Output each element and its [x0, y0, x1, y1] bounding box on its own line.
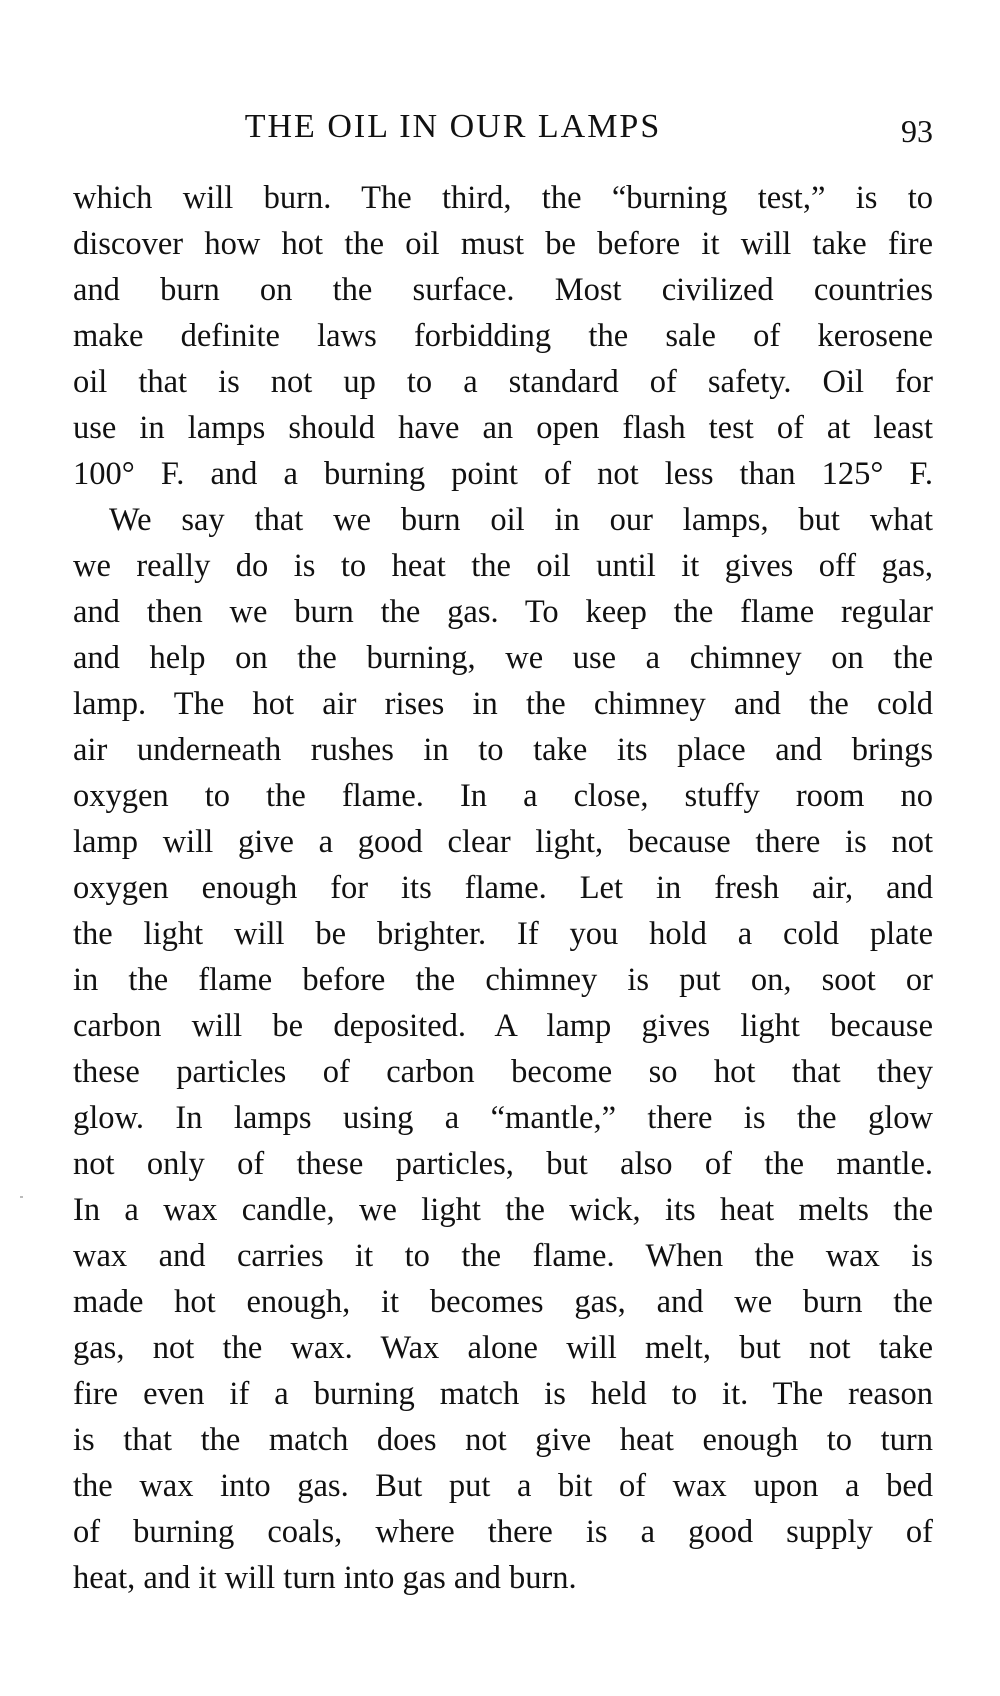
text-line: wax and carries it to the flame. When the wax is [73, 1238, 933, 1274]
text-line: glow. In lamps using a “mantle,” there is the glow [73, 1100, 933, 1136]
text-line: lamp. The hot air rises in the chimney and the cold [73, 686, 933, 722]
text-line: is that the match does not give heat enough to turn [73, 1422, 933, 1458]
text-line: which will burn. The third, the “burning test,” is to [73, 180, 933, 216]
text-line: the light will be brighter. If you hold a cold plate [73, 916, 933, 952]
text-line: and then we burn the gas. To keep the flame regular [73, 594, 933, 630]
text-line: 100° F. and a burning point of not less than 125° F. [73, 456, 933, 492]
text-line-last: heat, and it will turn into gas and burn. [73, 1560, 577, 1596]
text-line: these particles of carbon become so hot that they [73, 1054, 933, 1090]
text-line: In a wax candle, we light the wick, its heat melts the [73, 1192, 933, 1228]
text-line: lamp will give a good clear light, because there is not [73, 824, 933, 860]
text-line: the wax into gas. But put a bit of wax upon a bed [73, 1468, 933, 1504]
text-line: carbon will be deposited. A lamp gives light because [73, 1008, 933, 1044]
text-line: made hot enough, it becomes gas, and we burn the [73, 1284, 933, 1320]
text-line: not only of these particles, but also of the mantle. [73, 1146, 933, 1182]
text-line: gas, not the wax. Wax alone will melt, but not take [73, 1330, 933, 1366]
running-title: THE OIL IN OUR LAMPS [244, 108, 662, 145]
running-head [73, 104, 933, 150]
text-line: we really do is to heat the oil until it gives off gas, [73, 548, 933, 584]
text-line: of burning coals, where there is a good supply of [73, 1514, 933, 1550]
paragraph-start-line: We say that we burn oil in our lamps, but what [109, 502, 933, 538]
text-line: oxygen to the flame. In a close, stuffy room no [73, 778, 933, 814]
text-line: make definite laws forbidding the sale of kerosene [73, 318, 933, 354]
body-text [73, 175, 933, 1601]
text-line: oil that is not up to a standard of safety. Oil for [73, 364, 933, 400]
text-line: air underneath rushes in to take its place and brings [73, 732, 933, 768]
text-line: in the flame before the chimney is put on, soot or [73, 962, 933, 998]
text-line: oxygen enough for its flame. Let in fresh air, and [73, 870, 933, 906]
text-line: and burn on the surface. Most civilized countries [73, 272, 933, 308]
margin-speck [20, 1196, 23, 1198]
text-line: and help on the burning, we use a chimney on the [73, 640, 933, 676]
text-line: fire even if a burning match is held to it. The reason [73, 1376, 933, 1412]
text-line: use in lamps should have an open flash test of at least [73, 410, 933, 446]
page-number: 93 [901, 113, 933, 149]
text-line: discover how hot the oil must be before it will take fire [73, 226, 933, 262]
